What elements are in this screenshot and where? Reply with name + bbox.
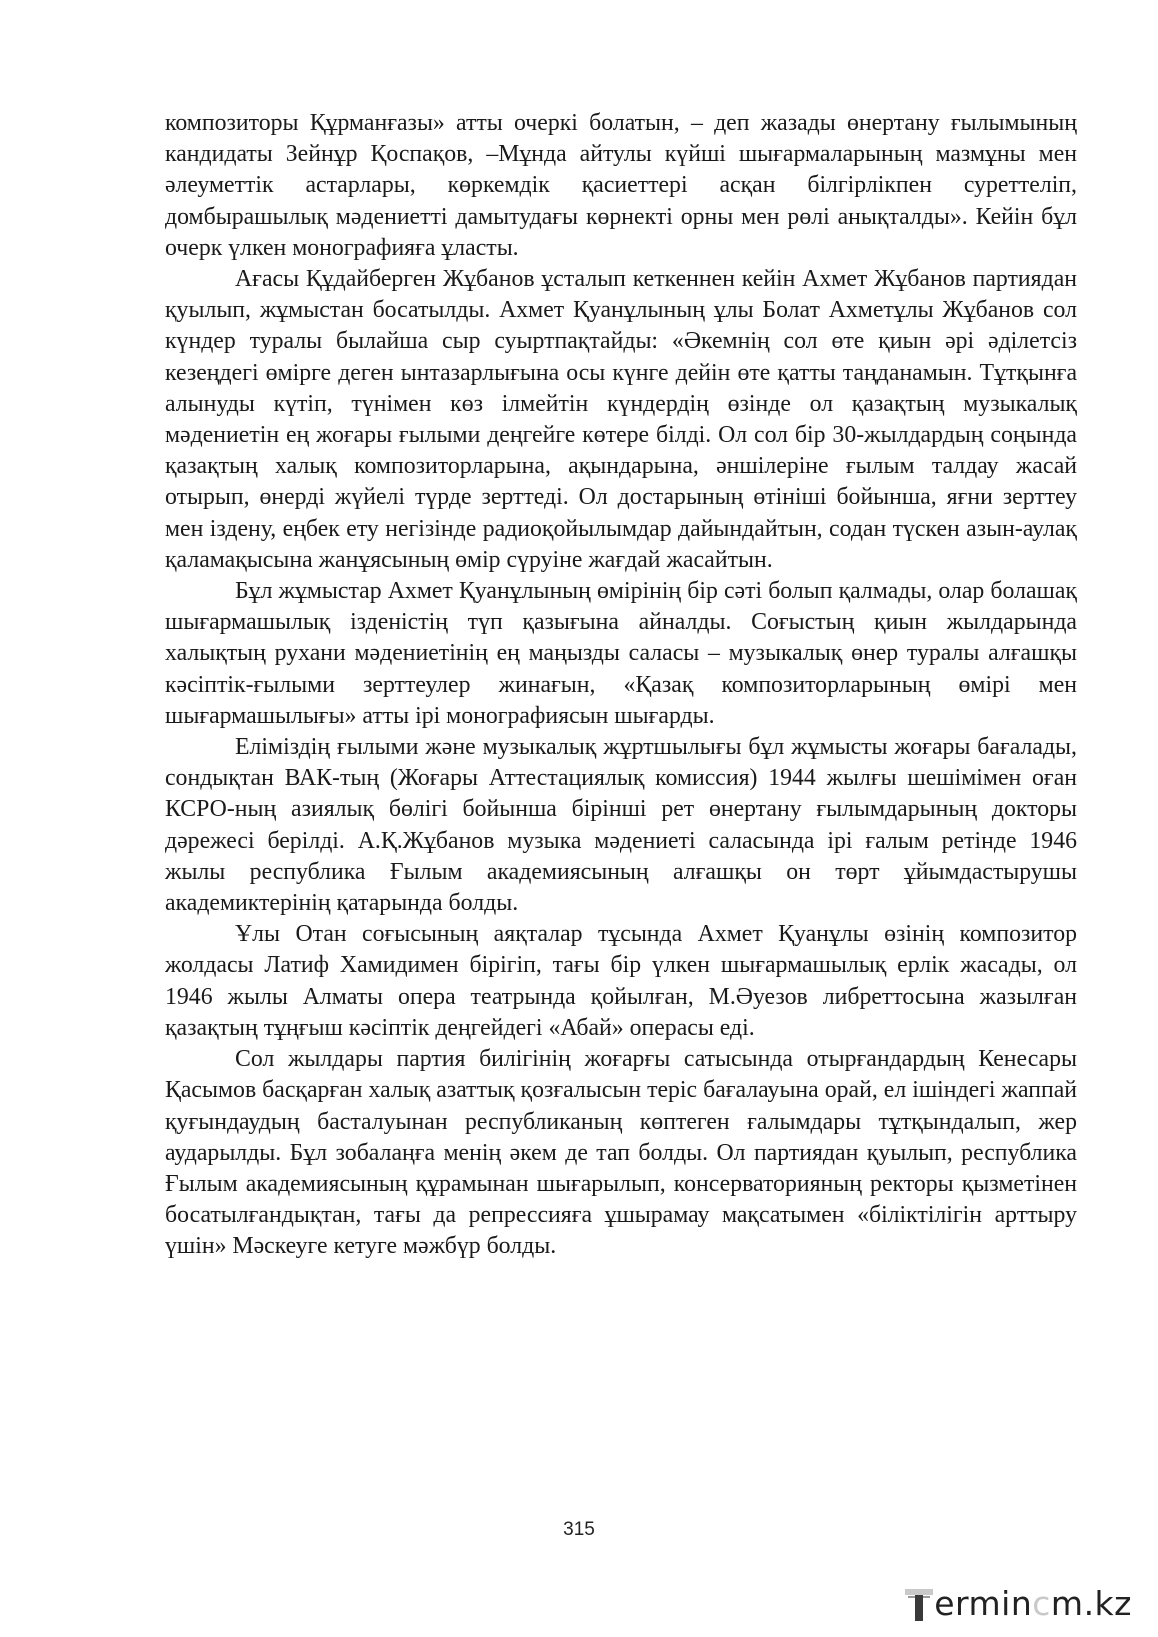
watermark-text-part2: c (1032, 1584, 1051, 1623)
paragraph-3: Бұл жұмыстар Ахмет Қуанұлының өмірінің бір сәті болып қалмады, олар болашақ шығармашылық ізденістің түп қазығына айналды. Соғыстың қиын жылдарында халықтың рухани мәдениетінің ең маңызды саласы – музыкалық өнер туралы алғашқы кәсіптік-ғылыми зерттеулер жинағын, «Қазақ композиторларының өмірі мен шығармашылығы» атты ірі монографиясын шығарды. (165, 578, 1077, 729)
site-watermark (904, 1584, 1132, 1623)
paragraph-5: Ұлы Отан соғысының аяқталар тұсында Ахмет Қуанұлы өзінің композитор жолдасы Латиф Хамидимен бірігіп, тағы бір үлкен шығармашылық ерлік жасады, ол 1946 жылы Алматы опера театрында қойылған, М.Әуезов либреттосына жазылған қазақтың тұңғыш кәсіптік деңгейдегі «Абай» операсы еді. (165, 921, 1077, 1041)
document-body (165, 108, 1077, 1263)
page-number: 315 (563, 1519, 595, 1540)
watermark-text-part3: m.kz (1050, 1584, 1132, 1623)
termincom-logo-t-icon (904, 1586, 934, 1622)
paragraph-4: Еліміздің ғылыми және музыкалық жұртшылығы бұл жұмысты жоғары бағалады, сондықтан ВАК-тың (Жоғары Аттестациялық комиссия) 1944 жылғы шешімімен оған КСРО-ның азиялық бөлігі бойынша бірінші рет өнертану ғылымдарының докторы дәрежесі берілді. А.Қ.Жұбанов музыка мәдениеті саласында ірі ғалым ретінде 1946 жылы республика Ғылым академиясының алғашқы он төрт ұйымдастырушы академиктерінің қатарында болды. (165, 734, 1077, 917)
paragraph-2: Ағасы Құдайберген Жұбанов ұсталып кеткеннен кейін Ахмет Жұбанов партиядан қуылып, жұмыстан босатылды. Ахмет Қуанұлының ұлы Болат Ахметұлы Жұбанов сол күндер туралы былайша сыр суыртпақтайды: «Әкемнің сол өте қиын әрі әділетсіз кезеңдегі өмірге деген ынтазарлығына осы күнге дейін өте қатты таңданамын. Тұтқынға алынуды күтіп, түнімен көз ілмейтін күндердің өзінде ол қазақтың музыкалық мәдениетін ең жоғары ғылыми деңгейге көтере білді. Ол сол бір 30-жылдардың соңында қазақтың халық композиторларына, ақындарына, әншілеріне ғылым талдау жасай отырып, өнерді жүйелі түрде зерттеді. Ол достарының өтініші бойынша, яғни зерттеу мен іздену, еңбек ету негізінде радиоқойылымдар дайындайтын, содан түскен азын-аулақ қаламақысына жанұясының өмір сүруіне жағдай жасайтын. (165, 266, 1077, 573)
watermark-text-part1: ermin (934, 1584, 1033, 1623)
paragraph-6: Сол жылдары партия билігінің жоғарғы сатысында отырғандардың Кенесары Қасымов басқарған халық азаттық қозғалысын теріс бағалауына орай, ел ішіндегі жаппай қуғындаудың басталуынан республиканың көптеген ғалымдары тұтқындалып, жер аударылды. Бұл зобалаңға менің әкем де тап болды. Ол партиядан қуылып, республика Ғылым академиясының құрамынан шығарылып, консерваторияның ректоры қызметінен босатылғандықтан, тағы да репрессияға ұшырамау мақсатымен «біліктілігін арттыру үшін» Мәскеуге кетуге мәжбүр болды. (165, 1046, 1077, 1260)
paragraph-1: композиторы Құрманғазы» атты очеркі болатын, – деп жазады өнертану ғылымының кандидаты Зейнұр Қоспақов, –Мұнда айтулы күйші шығармаларының мазмұны мен әлеуметтік астарлары, көркемдік қасиеттері асқан білгірлікпен суреттеліп, домбырашылық мәдениетті дамытудағы көрнекті орны мен рөлі анықталды». Кейін бұл очерк үлкен монографияға ұласты. (165, 110, 1077, 261)
